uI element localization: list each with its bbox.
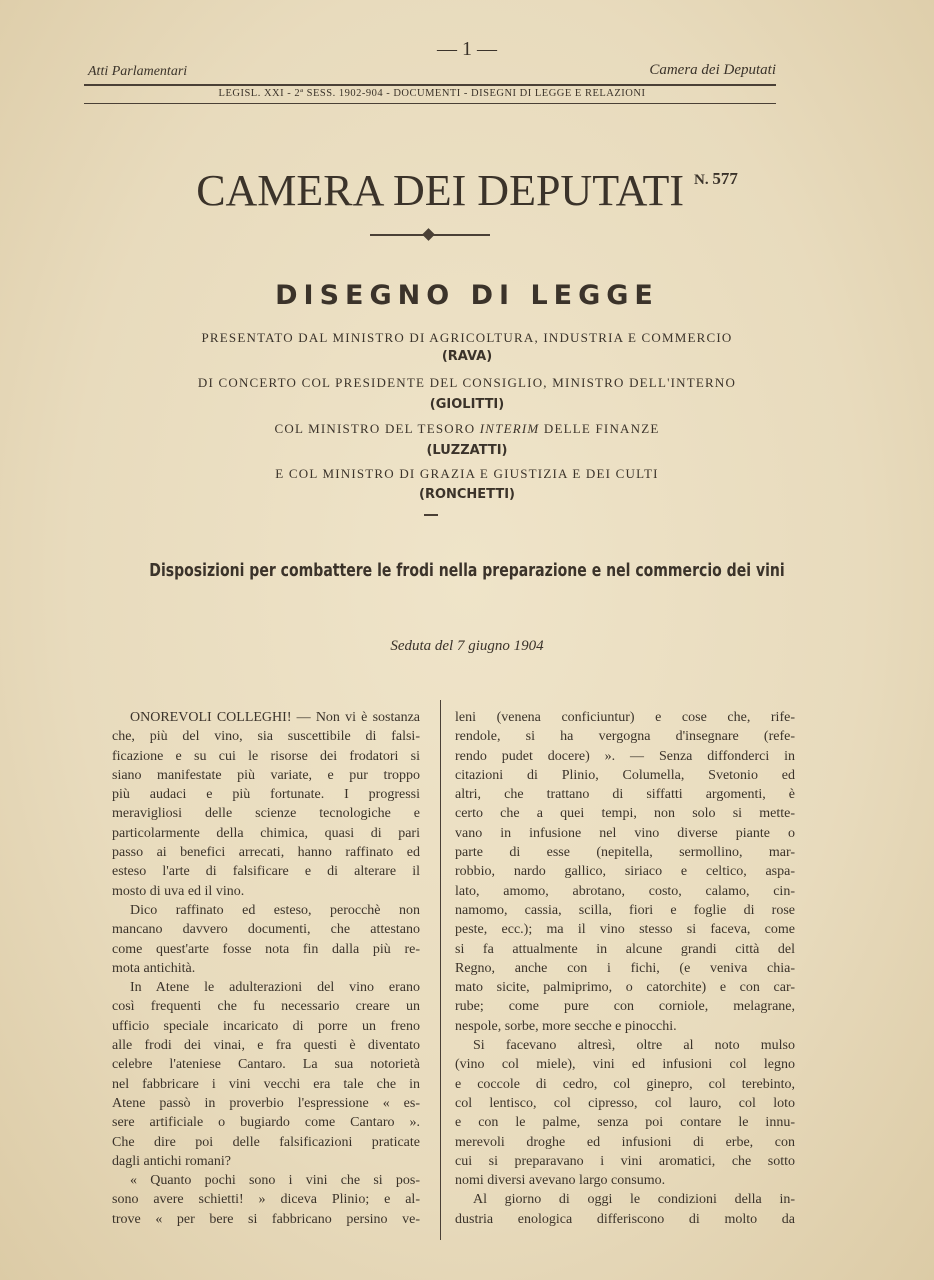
text-line: e con le palme, senza poi contare le innu- [455,1115,795,1131]
subheader-rule [84,103,776,104]
text-line: che, più del vino, sia suscettibile di falsi- [112,729,420,745]
text-line: Si facevano altresì, oltre al noto mulso [473,1038,795,1054]
presenter-name: (GIOLITTI) [429,397,505,412]
text-line: meravigliosi delle scienze tecnologiche e [112,806,420,822]
text-line: ufficio speciale incaricato di porre un freno [112,1018,420,1034]
text-line: parte di esse (nepitella, sermollino, mar- [455,845,795,861]
text-line: merevoli droghe ed infusioni di erbe, con [455,1134,795,1150]
text-line: col lentisco, col cipresso, col lauro, col loto [455,1095,795,1111]
text-line: ficazione e su cui le risorse dei frodatori si [112,748,420,764]
text-line: dagli antichi romani? [112,1153,231,1169]
ornament-diamond-icon [422,228,435,241]
text-line: passo ai benefici arrecati, hanno raffinato ed [112,845,420,861]
text-line: dustria enologica differiscono di molto da [455,1211,795,1227]
text-line: trove « per bere si fabbricano persino ve- [112,1211,420,1227]
text-line: rube; come pure con corniole, melagrane, [455,999,795,1015]
presenter-line: E COL MINISTRO DI GRAZIA E GIUSTIZIA E DEI CULTI [275,466,659,481]
presenter-name: (RAVA) [441,349,493,364]
text-line: mancano davvero documenti, che attestano [112,922,420,938]
text-line: ONOREVOLI COLLEGHI! — Non vi è sostanza [130,710,420,725]
text-line: certo che a quei tempi, non solo si mette- [455,806,795,822]
page-number: — 1 — [437,38,497,60]
line-text: COL MINISTRO DEL TESORO [274,421,480,436]
header-left: Atti Parlamentari [88,64,188,79]
text-line: particolarmente della chimica, quasi di pari [112,825,420,841]
text-line: nel fabbricare i vini vecchi era tale che in [112,1076,420,1092]
text-line: peste, ecc.); ma il vino stesso si faceva, come [455,922,795,938]
text-line: esteso l'arte di falsificare e di alterare il [112,864,420,880]
text-line: Regno, anche con i fichi, (e veniva chia- [455,960,795,976]
text-line: e coccole di cedro, col ginepro, col terebinto, [455,1076,795,1092]
text-line: (vino col miele), vini ed infusioni col legno [455,1057,795,1073]
text-line: mosto di uva ed il vino. [112,883,245,899]
text-line: rendo pudet docere) ». — Senza diffonderci in [455,748,795,764]
text-line: così frequenti che fu necessario creare un [112,999,420,1015]
presenter-name: (LUZZATTI) [426,443,508,458]
column-divider [440,700,441,1240]
presenter-line: DI CONCERTO COL PRESIDENTE DEL CONSIGLIO, MINISTRO DELL'INTERNO [197,375,737,390]
text-line: si fa attualmente in alcune grandi città del [455,941,795,957]
text-line: namomo, cassia, scilla, fiori e foglie di rose [455,902,795,918]
text-line: « Quanto pochi sono i vini che si pos- [130,1173,420,1189]
text-line: più audaci e più fortunate. I progressi [112,787,420,803]
presenter-name: (RONCHETTI) [419,487,515,502]
text-line: come quest'arte fosse nota fin dalla più re- [112,941,420,957]
left-column [112,708,420,1229]
number-value: 577 [712,169,738,188]
number-prefix: N. [694,172,709,188]
text-line: cui si preparavano i vini aromatici, che sotto [455,1153,795,1169]
line-text: DELLE FINANZE [539,421,660,436]
header-subheader: LEGISL. XXI - 2ª SESS. 1902-904 - DOCUMENTI - DISEGNI DI LEGGE E RELAZIONI [218,88,646,99]
text-line: In Atene le adulterazioni del vino erano [130,980,420,996]
text-line: nomi diversi avevano largo consumo. [455,1173,666,1189]
document-type: DISEGNO DI LEGGE [275,280,659,311]
page-title: CAMERA DEI DEPUTATI [196,166,684,215]
text-line: alle frodi dei vinai, e fra questi è diventato [112,1038,420,1054]
text-line: Al giorno di oggi le condizioni della in- [473,1192,795,1208]
text-line: robbio, nardo gallico, siriaco e celtico, aspa- [455,864,795,880]
text-line: celebre l'ateniese Cantaro. La sua notorietà [112,1057,420,1073]
separator-dash [424,514,438,516]
text-line: mota antichità. [112,960,196,976]
text-line: altri, che trattano di siffatti argomenti, è [455,787,795,803]
session-date: Seduta del 7 giugno 1904 [390,638,544,654]
text-line: lato, amomo, abrotano, costo, calamo, cin- [455,883,795,899]
text-line: vano in infusione nel vino diverse piante o [455,825,795,841]
text-line: siano manifestate più variate, e pur troppo [112,767,420,783]
text-line: leni (venena conficiuntur) e cose che, rife- [455,710,795,725]
text-line: rendole, si ha vergogna d'insegnare (refe- [455,729,795,745]
header-rule [84,84,776,86]
text-line: nespole, sorbe, more secche e pinocchi. [455,1018,677,1034]
text-line: Atene passò in proverbio l'espressione « es- [112,1095,420,1111]
document-number [694,170,738,189]
text-line: mato sicite, palmiprimo, o catorchite) e con car- [455,980,795,996]
presenter-line: PRESENTATO DAL MINISTRO DI AGRICOLTURA, INDUSTRIA E COMMERCIO [201,330,733,345]
text-line: Dico raffinato ed esteso, perocchè non [130,902,420,918]
presenter-line [0,421,934,436]
header-right: Camera dei Deputati [649,62,776,78]
text-line: Che dire poi delle falsificazioni praticate [112,1134,420,1150]
right-column [455,708,795,1229]
bill-subject: Disposizioni per combattere le frodi nella preparazione e nel commercio dei vini [149,560,785,581]
text-line: sere artificiale o bugiardo come Cantaro ». [112,1115,420,1131]
text-line: citazioni di Plinio, Columella, Svetonio ed [455,767,795,783]
text-line: sono avere schietti! » diceva Plinio; e al- [112,1192,420,1208]
line-italic: INTERIM [479,421,540,436]
